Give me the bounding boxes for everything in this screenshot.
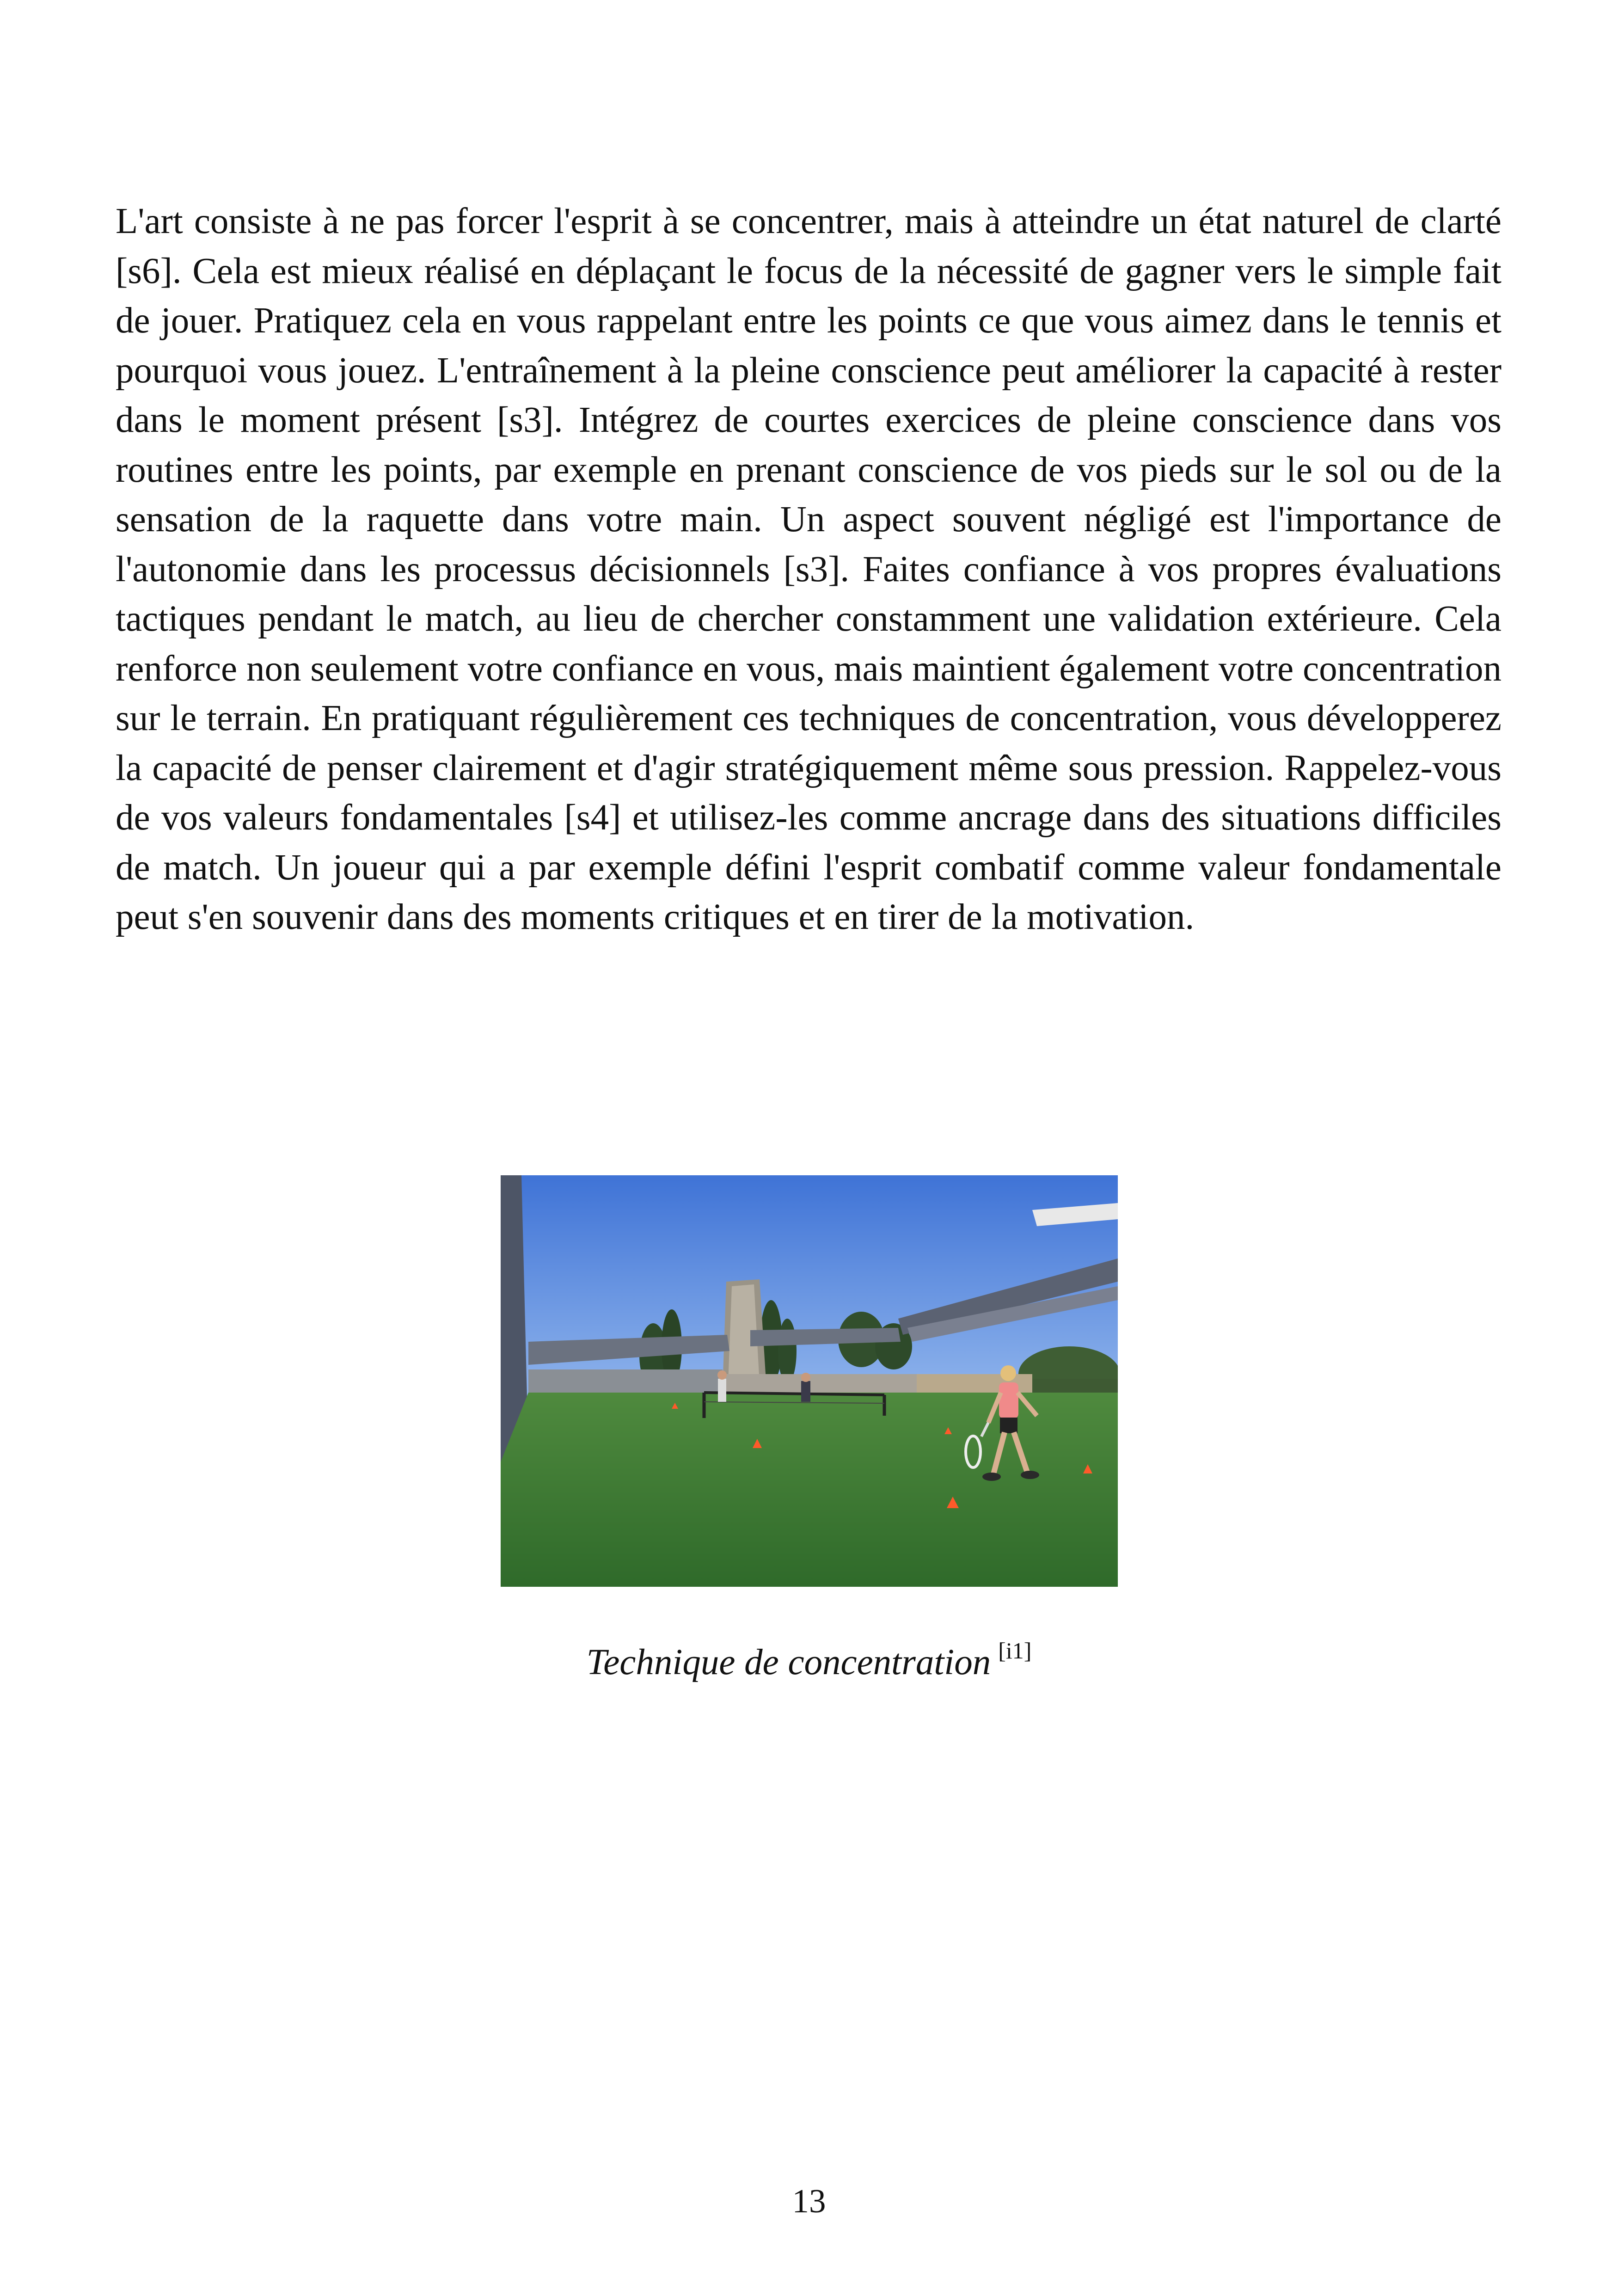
figure-caption <box>0 1627 1618 1686</box>
body-paragraph: L'art consiste à ne pas forcer l'esprit à se concentrer, mais à atteindre un état naturel de clarté [s6]. Cela est mieux réalisé en déplaçant le focus de la nécessité de gagner vers le simple fait de jouer. Pratiquez cela en vous rappelant entre les points ce que vous aimez dans le tennis et pourquoi vous jouez. L'entraînement à la pleine conscience peut améliorer la capacité à rester dans le moment présent [s3]. Intégrez de courtes exercices de pleine conscience dans vos routines entre les points, par exemple en prenant conscience de vos pieds sur le sol ou de la sensation de la raquette dans votre main. Un aspect souvent négligé est l'importance de l'autonomie dans les processus décisionnels [s3]. Faites confiance à vos propres évaluations tactiques pendant le match, au lieu de chercher constamment une validation extérieure. Cela renforce non seulement votre confiance en vous, mais maintient également votre concentration sur le terrain. En pratiquant régulièrement ces techniques de concentration, vous développerez la capacité de penser clairement et d'agir stratégiquement même sous pression. Rappelez-vous de vos valeurs fondamentales [s4] et utilisez-les comme ancrage dans des situations difficiles de match. Un joueur qui a par exemple défini l'esprit combatif comme valeur fondamentale peut s'en souvenir dans des moments critiques et en tirer de la motivation. <box>116 201 1502 937</box>
caption-text: Technique de concentration <box>586 1642 991 1682</box>
tennis-photo <box>501 1175 1118 1587</box>
caption-reference: [i1] <box>998 1638 1032 1664</box>
page-number: 13 <box>792 2182 826 2220</box>
